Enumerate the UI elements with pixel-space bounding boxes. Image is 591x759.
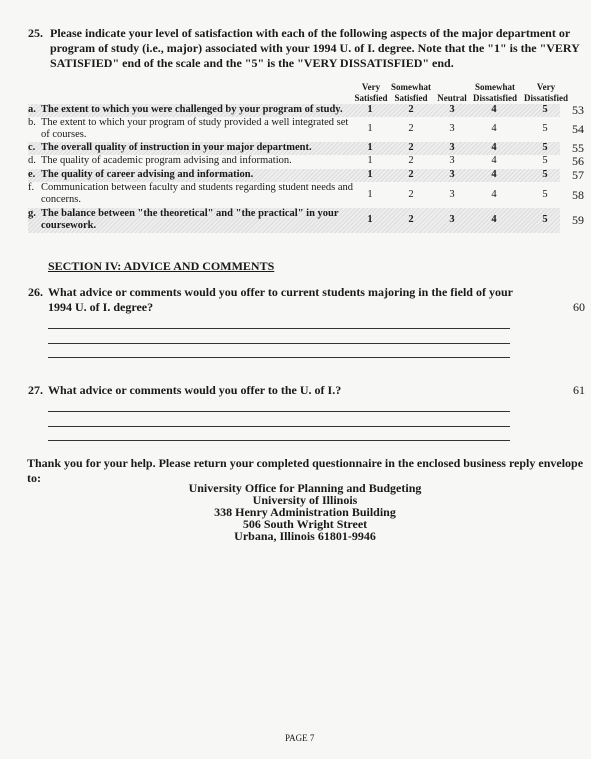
answer-line[interactable] (48, 426, 510, 427)
scale-header-somewhat-dissatisfied (471, 82, 519, 104)
thank-you-note: Thank you for your help. Please return your completed questionnaire in the enclosed business reply envelope to: (27, 456, 584, 485)
address-line: 506 South Wright Street (242, 517, 368, 531)
item-letter: f. (28, 182, 35, 193)
address-line: University of Illinois (252, 493, 358, 507)
scale-header-line: Very (361, 82, 381, 92)
scale-option[interactable]: 3 (449, 169, 455, 180)
item-row-b (28, 117, 588, 141)
item-text: The extent to which your program of study provided a well integrated set of courses. (41, 117, 349, 140)
scale-option[interactable]: 4 (491, 214, 497, 225)
item-row-g (28, 208, 588, 233)
item-letter: c. (28, 142, 36, 153)
scale-header-line: Dissatisfied (472, 93, 517, 103)
item-code: 56 (572, 154, 584, 168)
scale-option[interactable]: 2 (408, 214, 414, 225)
scale-option[interactable]: 1 (367, 214, 373, 225)
scale-option[interactable]: 4 (491, 123, 497, 134)
item-letter: b. (28, 117, 36, 128)
item-text: The quality of career advising and information. (41, 169, 254, 180)
question-26-text: What advice or comments would you offer to current students majoring in the field of your 1994 U. of I. degree? (48, 285, 513, 314)
item-row-f (28, 182, 588, 206)
scale-header-line: Satisfied (354, 93, 388, 103)
question-27-number: 27. (28, 383, 43, 397)
item-letter: a. (28, 104, 36, 115)
scale-option[interactable]: 4 (491, 104, 497, 115)
answer-line[interactable] (48, 440, 510, 441)
answer-line[interactable] (48, 357, 510, 358)
return-address (160, 482, 450, 542)
item-row-a (28, 104, 588, 117)
item-code: 57 (572, 168, 584, 182)
scale-header-very-satisfied (354, 82, 388, 104)
item-code: 58 (572, 188, 584, 202)
scale-option[interactable]: 1 (367, 169, 373, 180)
answer-line[interactable] (48, 411, 510, 412)
item-text: The balance between "the theoretical" and "the practical" in your coursework. (41, 208, 339, 231)
address-line: Urbana, Illinois 61801-9946 (234, 529, 376, 543)
item-row-d (28, 155, 588, 168)
scale-option[interactable]: 4 (491, 189, 497, 200)
scale-option[interactable]: 4 (491, 142, 497, 153)
question-27-code: 61 (573, 383, 585, 397)
item-text: The quality of academic program advising and information. (41, 155, 292, 166)
scale-option[interactable]: 5 (542, 123, 548, 134)
scale-header-line: Somewhat (475, 82, 515, 92)
answer-line[interactable] (48, 343, 510, 344)
item-text: The extent to which you were challenged by your program of study. (41, 104, 343, 115)
item-letter: g. (28, 208, 36, 219)
scale-option[interactable]: 2 (408, 142, 414, 153)
scale-option[interactable]: 3 (449, 214, 455, 225)
item-row-e (28, 169, 588, 182)
scale-header-line: Very (536, 82, 556, 92)
scale-header-somewhat-satisfied (390, 82, 432, 104)
scale-option[interactable]: 2 (408, 155, 414, 166)
scale-option[interactable]: 3 (449, 104, 455, 115)
scale-option[interactable]: 2 (408, 169, 414, 180)
scale-option[interactable]: 5 (542, 155, 548, 166)
scale-option[interactable]: 1 (367, 104, 373, 115)
scale-option[interactable]: 3 (449, 123, 455, 134)
scale-option[interactable]: 1 (367, 155, 373, 166)
address-line: 338 Henry Administration Building (214, 505, 396, 519)
question-text: Please indicate your level of satisfaction with each of the following aspects of the major department or program of study (i.e., major) associated with your 1994 U. of I. degree. Note that the "1" is the "VERY SATISFIED" end of the scale and the "5" is the "VERY DISSATISFIED" end. (50, 26, 580, 70)
item-letter: e. (28, 169, 36, 180)
scale-option[interactable]: 5 (542, 189, 548, 200)
scale-option[interactable]: 5 (542, 142, 548, 153)
address-line: University Office for Planning and Budgeting (188, 481, 422, 495)
scale-option[interactable]: 4 (491, 155, 497, 166)
scale-option[interactable]: 1 (367, 123, 373, 134)
scale-option[interactable]: 2 (408, 189, 414, 200)
scale-option[interactable]: 1 (367, 142, 373, 153)
scale-header-line: Neutral (437, 93, 467, 103)
scale-option[interactable]: 4 (491, 169, 497, 180)
item-code: 59 (572, 213, 584, 227)
scale-option[interactable]: 3 (449, 155, 455, 166)
item-code: 54 (572, 122, 584, 136)
item-row-c (28, 142, 588, 155)
item-text: Communication between faculty and students regarding student needs and concerns. (41, 182, 354, 205)
scale-header-line: Dissatisfied (523, 93, 568, 103)
item-text: The overall quality of instruction in your major department. (41, 142, 312, 153)
scale-option[interactable]: 5 (542, 214, 548, 225)
item-code: 53 (572, 103, 584, 117)
question-26-number: 26. (28, 285, 43, 299)
scale-header-line: Somewhat (391, 82, 431, 92)
scale-option[interactable]: 3 (449, 189, 455, 200)
scale-option[interactable]: 3 (449, 142, 455, 153)
answer-line[interactable] (48, 328, 510, 329)
page-number: PAGE 7 (285, 733, 315, 743)
scale-option[interactable]: 2 (408, 104, 414, 115)
item-letter: d. (28, 155, 36, 166)
question-27-text: What advice or comments would you offer to the U. of I.? (48, 383, 342, 397)
scale-option[interactable]: 5 (542, 169, 548, 180)
section-title: SECTION IV: ADVICE AND COMMENTS (48, 259, 275, 273)
item-code: 55 (572, 141, 584, 155)
scale-header-neutral (435, 82, 469, 104)
question-number: 25. (28, 26, 43, 40)
scale-header-line (435, 82, 469, 93)
scale-option[interactable]: 5 (542, 104, 548, 115)
scale-option[interactable]: 2 (408, 123, 414, 134)
scale-header-line: Satisfied (394, 93, 428, 103)
scale-header-very-dissatisfied (522, 82, 570, 104)
question-26-code: 60 (573, 300, 585, 314)
scale-option[interactable]: 1 (367, 189, 373, 200)
